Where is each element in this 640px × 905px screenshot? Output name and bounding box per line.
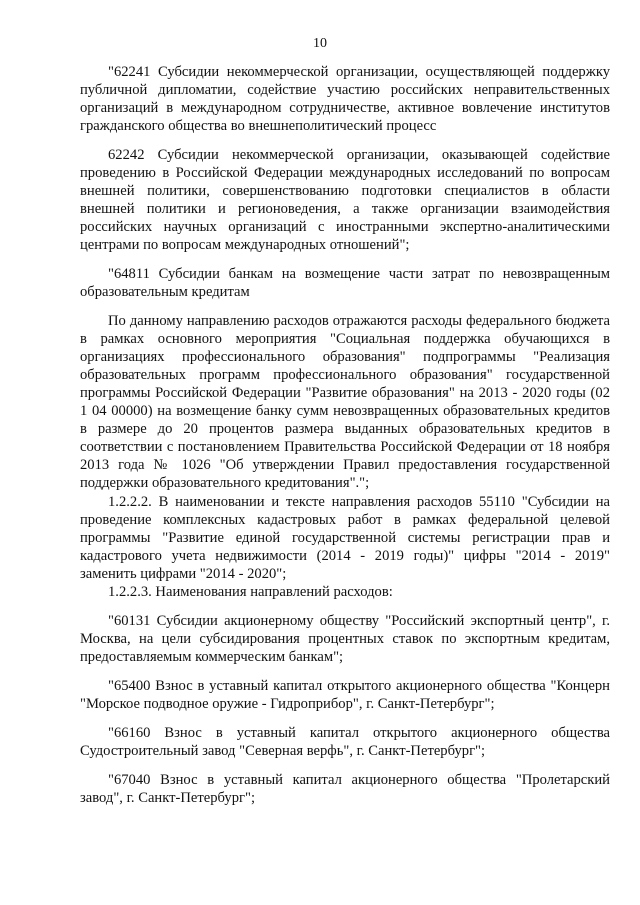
paragraph-62241: "62241 Субсидии некоммерческой организации, осуществляющей поддержку публичной дипломатии, содействие участию российских неправительственных организаций в международном сотрудничестве, активное вовлечение институтов гражданского общества во внешнеполитический процесс xyxy=(80,64,610,134)
page-number: 10 xyxy=(313,36,327,51)
document-body xyxy=(80,63,610,807)
paragraph-1-2-2-2: 1.2.2.2. В наименовании и тексте направления расходов 55110 "Субсидии на проведение комплексных кадастровых работ в рамках федеральной целевой программы "Развитие единой государственной системы регистрации прав и кадастрового учета недвижимости (2014 - 2019 годы)" цифры "2014 - 2019" заменить цифрами "2014 - 2020"; xyxy=(80,494,610,582)
paragraph-67040: "67040 Взнос в уставный капитал акционерного общества "Пролетарский завод", г. Санкт-Петербург"; xyxy=(80,772,610,806)
paragraph-60131: "60131 Субсидии акционерному обществу "Российский экспортный центр", г. Москва, на цели субсидирования процентных ставок по экспортным кредитам, предоставляемым коммерческим банкам"; xyxy=(80,613,610,665)
paragraph-62242: 62242 Субсидии некоммерческой организации, оказывающей содействие проведению в Российской Федерации международных исследований по вопросам внешней политики, совершенствованию подготовки специалистов в области внешней политики и регионоведения, а также организации взаимодействия российских научных организаций с иностранными экспертно-аналитическими центрами по вопросам международных отношений"; xyxy=(80,147,610,253)
paragraph-1-2-2-3: 1.2.2.3. Наименования направлений расходов: xyxy=(108,584,393,600)
paragraph-64811-description: По данному направлению расходов отражаются расходы федерального бюджета в рамках основного мероприятия "Социальная поддержка обучающихся в организациях профессионального образования" подпрограммы "Реализация образовательных программ профессионального образования" государственной программы Российской Федерации "Развитие образования" на 2013 - 2020 годы (02 1 04 00000) на возмещение банку сумм невозвращенных образовательных кредитов в размере до 20 процентов размера выданных образовательных кредитов в соответствии с постановлением Правительства Российской Федерации от 18 ноября 2013 года № 1026 "Об утверждении Правил предоставления государственной поддержки образовательного кредитования"."; xyxy=(80,313,610,491)
paragraph-64811: "64811 Субсидии банкам на возмещение части затрат по невозвращенным образовательным кредитам xyxy=(80,266,610,300)
paragraph-66160: "66160 Взнос в уставный капитал открытого акционерного общества Судостроительный завод "Северная верфь", г. Санкт-Петербург"; xyxy=(80,725,610,759)
paragraph-65400: "65400 Взнос в уставный капитал открытого акционерного общества "Концерн "Морское подводное оружие - Гидроприбор", г. Санкт-Петербург"; xyxy=(80,678,610,712)
